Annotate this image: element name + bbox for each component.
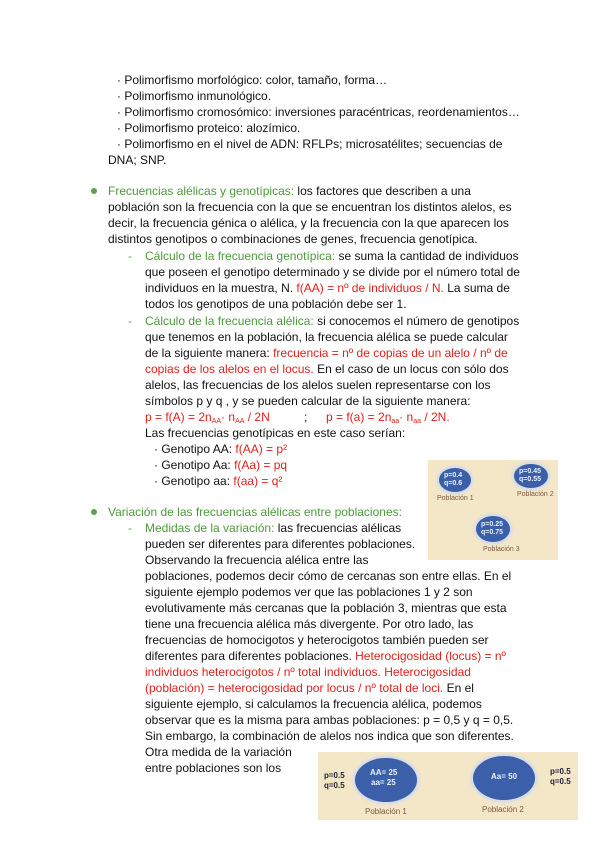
sub2-line: alelos, las frecuencias de los alelos suelen representarse con los: [145, 378, 491, 392]
section2-line: pueden ser diferentes para diferentes poblaciones.: [145, 537, 416, 551]
p-formula-part: / 2N: [244, 410, 270, 424]
section2-subheading: Medidas de la variación:: [145, 521, 275, 535]
section2-line: Sin embargo, la combinación de alelos nos indica que son diferentes.: [145, 729, 514, 743]
polymorphism-item: DNA; SNP.: [108, 153, 167, 167]
section2-line: Otra medida de la variación: [145, 745, 292, 759]
sub2-heading: Cálculo de la frecuencia alélica:: [145, 314, 314, 328]
sub1-line: que poseen el genotipo determinado y se divide por el número total de: [145, 265, 520, 279]
heterozygosity-formula: Heterocigosidad (locus) = nº: [355, 649, 506, 663]
genotype-formula: f(AA) = p²: [235, 442, 288, 456]
q-formula-part: · n: [399, 410, 414, 424]
polymorphism-item: · Polimorfismo cromosómico: inversiones paracéntricas, reordenamientos…: [117, 105, 520, 119]
sub1-line: [145, 280, 510, 296]
allele-formula: copias de los alelos en el locus.: [145, 362, 314, 376]
sub1-line: todos los genotipos de una población debe ser 1.: [145, 297, 407, 311]
sub1-text: se suma la cantidad de individuos: [335, 249, 519, 263]
fig2-left-p: p=0.5: [324, 771, 345, 780]
section1-intro-line: distintos genotipos o combinaciones de genes, frecuencia genotípica.: [108, 232, 478, 246]
pop3-p: p=0.25: [481, 521, 503, 528]
genotype-label: · Genotipo aa:: [154, 474, 234, 488]
genotype-formula: f(aa) = q²: [233, 474, 283, 488]
section2-first-line: [145, 520, 401, 536]
sub2-line: [145, 345, 508, 361]
pop3-caption: Población 3: [483, 546, 520, 553]
section2-line: Observando la frecuencia alélica entre las: [145, 553, 369, 567]
fig2-right-p: p=0.5: [550, 767, 571, 776]
polymorphism-item: · Polimorfismo en el nivel de ADN: RFLPs; microsatélites; secuencias de: [117, 137, 503, 151]
q-formula-sub: aa: [391, 418, 400, 425]
genotype-item: [154, 473, 282, 489]
sub1-heading: Cálculo de la frecuencia genotípica:: [145, 249, 336, 263]
section2-line: tiene una frecuencia alélica más divergente. Por otro lado, las: [145, 617, 474, 631]
p-formula-part: · n: [221, 410, 236, 424]
sub1-first-line: [145, 248, 519, 264]
genotype-intro: Las frecuencias genotípicas en este caso serían:: [145, 426, 406, 440]
fig2-pop2-Aa: Aa= 50: [491, 772, 518, 781]
fig2-right-q: q=0.5: [550, 777, 571, 786]
section2-line: entre poblaciones son los: [145, 761, 282, 775]
genotype-item: [154, 441, 287, 457]
p-formula-sub: AA: [211, 418, 222, 425]
section2-heading: Variación de las frecuencias alélicas entre poblaciones:: [108, 505, 402, 519]
section2-line: evolutivamente más cercanas que la población 3, mientras que esta: [145, 601, 507, 615]
fig2-pop1-AA: AA= 25: [370, 768, 398, 777]
section2-line: observar que es la misma para ambas poblaciones: p = 0,5 y q = 0,5.: [145, 713, 514, 727]
sub1-text: individuos en la muestra, N.: [145, 281, 297, 295]
section2-line: [145, 680, 474, 696]
sub2-text: En el caso de un locus con sólo dos: [313, 362, 509, 376]
section2-line: siguiente ejemplo podemos ver que las poblaciones 1 y 2 son: [145, 585, 473, 599]
genotype-comparison-figure: [318, 752, 578, 820]
fig2-caption-1: Población 1: [365, 807, 407, 816]
sub2-line: símbolos p y q , y se pueden calcular de la siguiente manera:: [145, 394, 471, 408]
section1-intro-text: los factores que describen a una: [294, 184, 471, 198]
section2-line: frecuencias de homocigotos y heterocigotos también pueden ser: [145, 633, 489, 647]
section1-intro-line: población son la frecuencia con la que se encuentran los distintos alelos, es: [108, 200, 512, 214]
heterozygosity-formula: individuos heterocigotos / nº total individuos. Heterocigosidad: [145, 665, 471, 679]
section2-line: siguiente ejemplo, si calculamos la frecuencia alélica, podemos: [145, 697, 482, 711]
section2-line: [145, 648, 506, 664]
sub2-line: [145, 361, 509, 377]
genotype-label: · Genotipo Aa:: [154, 458, 235, 472]
genotype-label: · Genotipo AA:: [154, 442, 236, 456]
q-formula-part: / 2N.: [420, 410, 450, 424]
populations-figure: [428, 460, 558, 560]
pop1-q: q=0.6: [444, 480, 463, 487]
q-formula-part: p = f(a) = 2n: [326, 410, 392, 424]
genotype-formula: f(Aa) = pq: [234, 458, 288, 472]
sub2-text: de la siguiente manera:: [145, 346, 274, 360]
section2-text: diferentes para diferentes poblaciones.: [145, 649, 356, 663]
polymorphism-item: · Polimorfismo morfológico: color, tamaño, forma…: [117, 73, 388, 87]
sub2-line: que tenemos en la población, la frecuencia alélica se puede calcular: [145, 330, 508, 344]
polymorphism-item: · Polimorfismo proteico: alozímico.: [117, 121, 301, 135]
formula-separator: ;: [304, 410, 308, 424]
q-formula-sub: aa: [413, 418, 421, 425]
dash-icon: -: [128, 249, 132, 263]
sub2-text: si conocemos el número de genotipos: [313, 314, 520, 328]
section1-heading: Frecuencias alélicas y genotípicas:: [108, 184, 295, 198]
genotype-formula: f(AA) = nº de individuos / N.: [296, 281, 444, 295]
p-formula-part: p = f(A) = 2n: [145, 410, 212, 424]
fig2-pop1-aa: aa= 25: [371, 778, 396, 787]
p-formula-sub: AA: [235, 418, 245, 425]
bullet-icon: [91, 509, 97, 515]
bullet-icon: [91, 188, 97, 194]
pop2-q: q=0.55: [519, 476, 541, 483]
section1-first-line: [108, 183, 471, 199]
pop2-p: p=0.45: [519, 468, 541, 475]
sub1-text: La suma de: [443, 281, 510, 295]
section2-text: las frecuencias alélicas: [274, 521, 402, 535]
fig2-left-q: q=0.5: [324, 781, 345, 790]
heterozygosity-formula: (población) = heterocigosidad por locus / nº total de loci.: [145, 681, 444, 695]
sub2-first-line: [145, 313, 519, 329]
section1-intro-line: decir, la frecuencia génica o alélica, y la frecuencia con la que aparecen los: [108, 216, 509, 230]
dash-icon: -: [128, 521, 132, 535]
dash-icon: -: [128, 314, 132, 328]
pop2-caption: Población 2: [517, 491, 554, 498]
section2-line: poblaciones, podemos decir cómo de cercanas son entre ellas. En el: [145, 569, 512, 583]
allele-formula: frecuencia = nº de copias de un alelo / nº de: [273, 346, 508, 360]
genotype-item: [154, 457, 287, 473]
polymorphism-item: · Polimorfismo inmunológico.: [117, 89, 272, 103]
pop1-p: p=0.4: [444, 472, 463, 479]
section2-text: En el: [443, 681, 474, 695]
pop3-q: q=0.75: [481, 529, 503, 536]
fig2-caption-2: Población 2: [482, 805, 524, 814]
pop1-caption: Población 1: [437, 495, 474, 502]
